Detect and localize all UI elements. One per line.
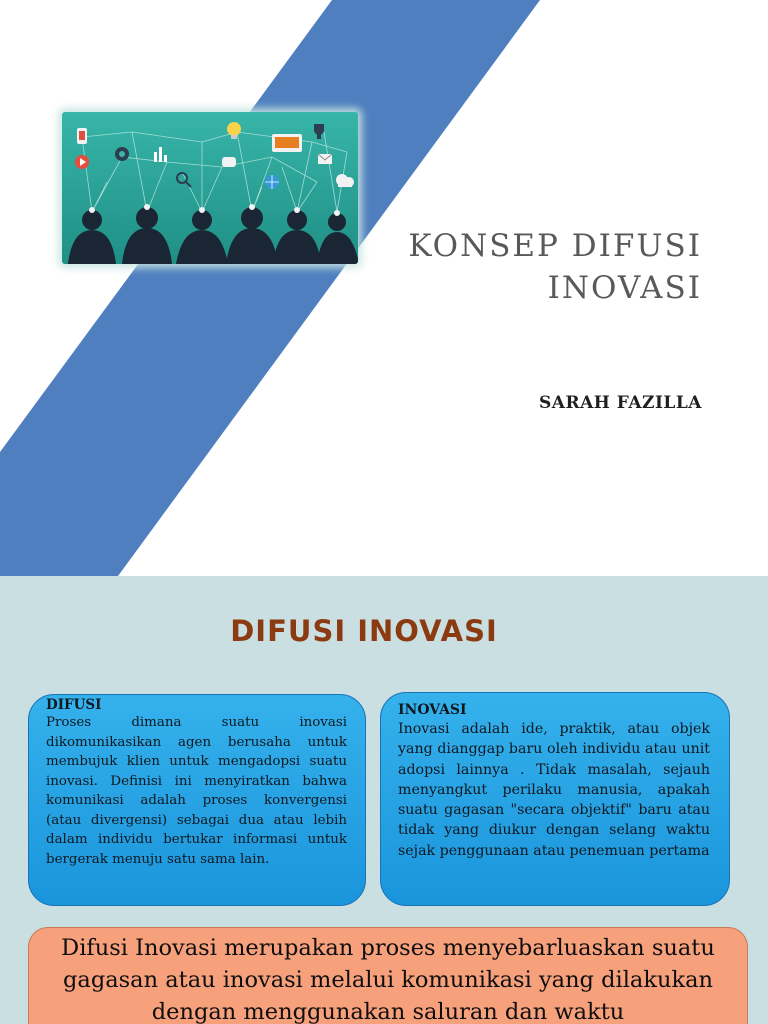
gear-icon: [115, 147, 129, 161]
card-title: DIFUSI: [46, 697, 102, 713]
author-name: SARAH FAZILLA: [539, 393, 702, 413]
content-slide: [0, 576, 768, 1024]
globe-icon: [265, 175, 279, 189]
monitor-icon: [272, 134, 302, 152]
mail-icon: [318, 154, 332, 164]
people-network-illustration: [62, 112, 358, 264]
slide-heading: DIFUSI INOVASI: [230, 614, 498, 648]
card-text: Proses dimana suatu inovasi dikomunikasikan agen berusaha untuk membujuk klien untuk mengadopsi suatu inovasi. Definisi ini menyiratkan bahwa komunikasi adalah proses konvergensi (atau divergensi) sebagai dua atau lebih dalam individu bertukar informasi untuk bergerak menuju satu sama lain.: [46, 715, 347, 867]
phone-icon: [77, 128, 87, 144]
difusi-card: [28, 694, 366, 906]
summary-box: Difusi Inovasi merupakan proses menyebarluaskan suatu gagasan atau inovasi melalui komunikasi yang dilakukan dengan menggunakan saluran dan waktu: [28, 927, 748, 1024]
chat-icon: [222, 157, 236, 167]
inovasi-card: [380, 692, 730, 906]
card-text: Inovasi adalah ide, praktik, atau objek yang dianggap baru oleh individu atau unit adopsi lainnya . Tidak masalah, sejauh menyangkut perilaku manusia, apakah suatu gagasan "secara objektif" baru atau tidak yang diukur dengan selang waktu sejak penggunaan atau penemuan pertama: [398, 721, 710, 859]
play-icon: [75, 155, 89, 169]
card-title: INOVASI: [398, 702, 467, 718]
title-line-2: INOVASI: [547, 269, 702, 306]
title-line-1: KONSEP DIFUSI: [408, 227, 702, 264]
hero-image: [62, 112, 358, 264]
slide-title: [342, 225, 702, 309]
